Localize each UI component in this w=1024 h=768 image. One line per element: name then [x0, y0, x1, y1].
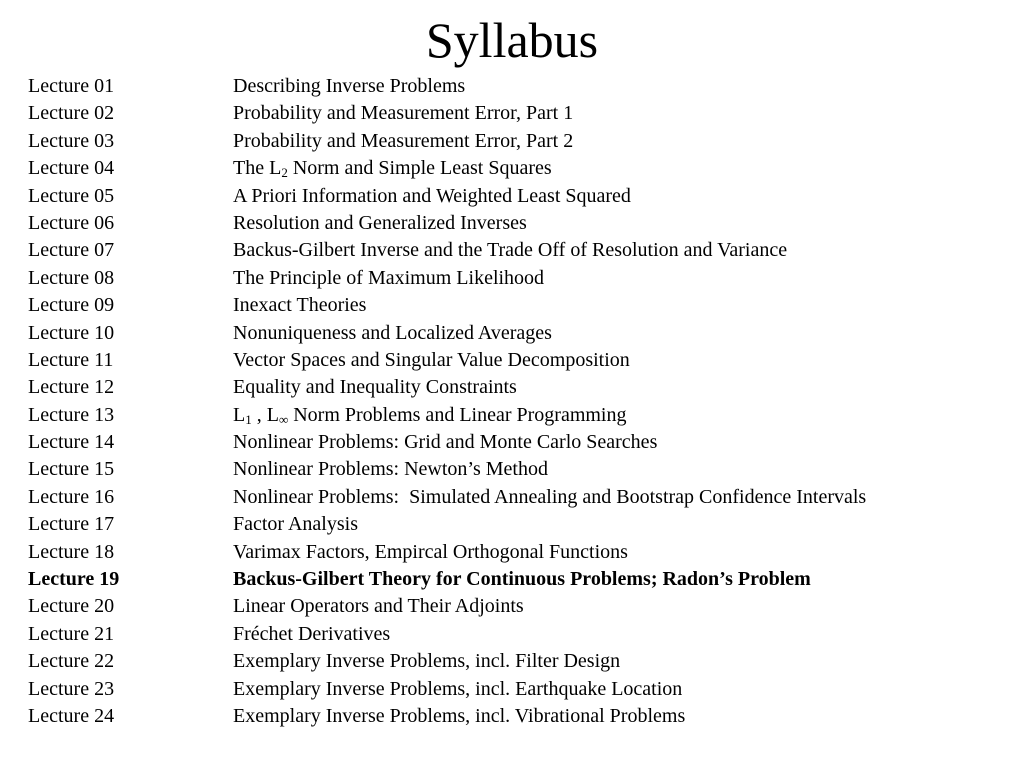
- lecture-row-03: [28, 128, 1008, 155]
- lecture-topic: Describing Inverse Problems: [233, 75, 466, 97]
- lecture-number: Lecture 09: [28, 294, 115, 317]
- lecture-number: Lecture 15: [28, 458, 115, 481]
- lecture-row-19-highlighted: [28, 566, 1008, 593]
- lecture-number: Lecture 18: [28, 540, 115, 563]
- lecture-row-04: [28, 155, 1008, 182]
- lecture-row-01: [28, 73, 1008, 100]
- lecture-row-24: [28, 703, 1008, 730]
- lecture-topic: A Priori Information and Weighted Least Squared: [233, 184, 631, 207]
- topic-text: Norm and Simple Least Squares: [287, 157, 552, 180]
- lecture-topic: Exemplary Inverse Problems, incl. Earthquake Location: [233, 677, 683, 700]
- topic-text: L: [233, 403, 246, 426]
- lecture-topic: Nonlinear Problems: Simulated Annealing and Bootstrap Confidence Intervals: [233, 485, 867, 508]
- lecture-row-11: [28, 347, 1008, 374]
- lecture-row-13: [28, 402, 1008, 429]
- lecture-row-07: [28, 237, 1008, 264]
- lecture-topic: Linear Operators and Their Adjoints: [233, 595, 524, 618]
- lecture-row-02: [28, 100, 1008, 127]
- lecture-number: Lecture 02: [28, 102, 115, 125]
- lecture-number: Lecture 01: [28, 75, 115, 97]
- lecture-topic: Equality and Inequality Constraints: [233, 376, 517, 399]
- topic-text: , L: [251, 403, 279, 426]
- lecture-number: Lecture 04: [28, 157, 115, 180]
- lecture-number: Lecture 16: [28, 485, 115, 508]
- lecture-number: Lecture 07: [28, 239, 115, 262]
- lecture-row-15: [28, 456, 1008, 483]
- lecture-topic: Fréchet Derivatives: [233, 622, 391, 645]
- lecture-topic: The Principle of Maximum Likelihood: [233, 266, 545, 289]
- lecture-topic: Nonlinear Problems: Newton’s Method: [233, 458, 548, 481]
- lecture-topic: Backus-Gilbert Theory for Continuous Problems; Radon’s Problem: [233, 568, 811, 591]
- lecture-number: Lecture 03: [28, 129, 115, 152]
- topic-subscript: 1: [245, 411, 252, 427]
- lecture-number: Lecture 21: [28, 622, 115, 645]
- lecture-topic: Nonuniqueness and Localized Averages: [233, 321, 552, 344]
- lecture-row-20: [28, 593, 1008, 620]
- lecture-row-22: [28, 648, 1008, 675]
- lecture-number: Lecture 11: [28, 348, 114, 371]
- lecture-number: Lecture 23: [28, 677, 115, 700]
- lecture-number: Lecture 19: [28, 568, 120, 591]
- lecture-row-06: [28, 210, 1008, 237]
- lecture-topic: Factor Analysis: [233, 513, 358, 536]
- lecture-number: Lecture 13: [28, 403, 115, 426]
- lecture-number: Lecture 22: [28, 650, 115, 673]
- lecture-row-12: [28, 374, 1008, 401]
- lecture-topic: Exemplary Inverse Problems, incl. Vibrational Problems: [233, 704, 686, 727]
- topic-text: The L: [233, 157, 282, 180]
- lecture-number: Lecture 10: [28, 321, 115, 344]
- topic-text: Norm Problems and Linear Programming: [288, 403, 627, 426]
- lecture-topic: Probability and Measurement Error, Part 1: [233, 102, 574, 125]
- lecture-row-18: [28, 539, 1008, 566]
- lecture-number: Lecture 14: [28, 431, 115, 454]
- lecture-row-17: [28, 511, 1008, 538]
- lecture-topic: Backus-Gilbert Inverse and the Trade Off of Resolution and Variance: [233, 239, 788, 262]
- lecture-number: Lecture 05: [28, 184, 115, 207]
- page-title: Syllabus: [425, 12, 599, 68]
- lecture-row-16: [28, 484, 1008, 511]
- lecture-list: [28, 73, 1008, 730]
- topic-subscript: 2: [281, 165, 288, 181]
- lecture-topic: Varimax Factors, Empircal Orthogonal Functions: [233, 540, 628, 563]
- lecture-number: Lecture 24: [28, 704, 115, 727]
- lecture-number: Lecture 12: [28, 376, 115, 399]
- lecture-topic: [233, 402, 1008, 429]
- lecture-number: Lecture 17: [28, 513, 115, 536]
- lecture-topic: Resolution and Generalized Inverses: [233, 211, 527, 234]
- lecture-topic: Exemplary Inverse Problems, incl. Filter Design: [233, 650, 621, 673]
- lecture-number: Lecture 08: [28, 266, 115, 289]
- lecture-topic: Probability and Measurement Error, Part 2: [233, 129, 574, 152]
- lecture-number: Lecture 06: [28, 211, 115, 234]
- lecture-row-14: [28, 429, 1008, 456]
- lecture-row-10: [28, 320, 1008, 347]
- lecture-row-23: [28, 676, 1008, 703]
- lecture-row-08: [28, 265, 1008, 292]
- topic-subscript: ∞: [278, 411, 289, 427]
- lecture-row-09: [28, 292, 1008, 319]
- lecture-number: Lecture 20: [28, 595, 115, 618]
- lecture-topic: Inexact Theories: [233, 294, 367, 317]
- lecture-topic: [233, 155, 1008, 182]
- lecture-row-21: [28, 621, 1008, 648]
- lecture-row-05: [28, 183, 1008, 210]
- lecture-topic: Vector Spaces and Singular Value Decomposition: [233, 348, 630, 371]
- lecture-topic: Nonlinear Problems: Grid and Monte Carlo Searches: [233, 431, 658, 454]
